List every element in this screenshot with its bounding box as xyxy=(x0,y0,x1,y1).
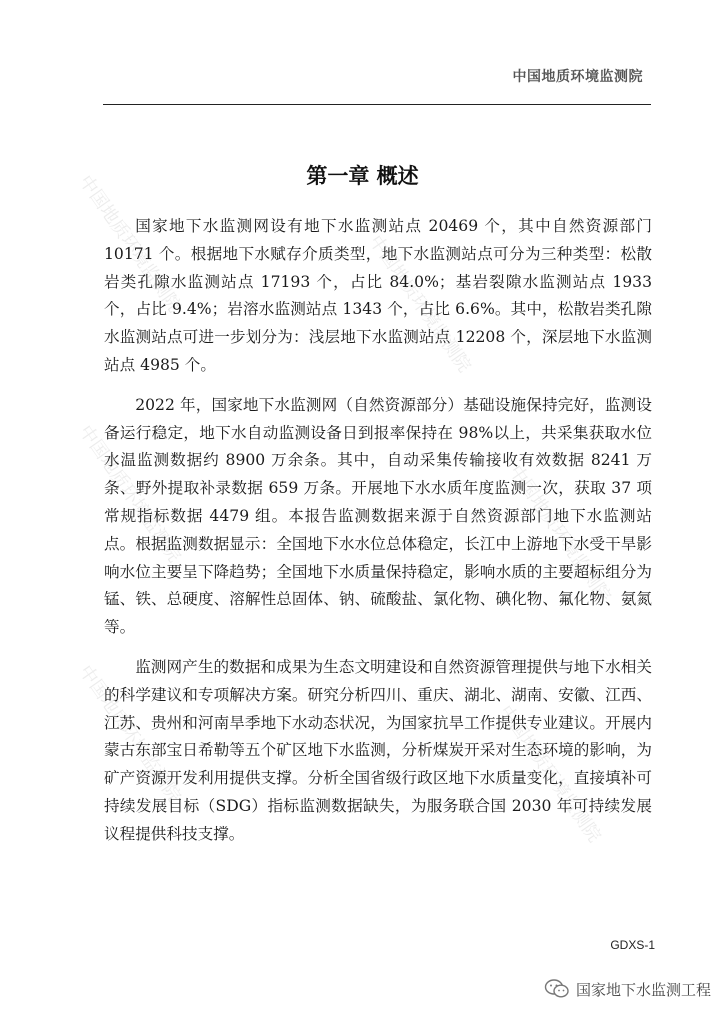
page-code: GDXS-1 xyxy=(610,938,655,952)
paragraph-3: 监测网产生的数据和成果为生态文明建设和自然资源管理提供与地下水相关的科学建议和专项解决方案。研究分析四川、重庆、湖北、湖南、安徽、江西、江苏、贵州和河南旱季地下水动态状况，为国家抗旱工作提供专业建议。开展内蒙古东部宝日希勒等五个矿区地下水监测，分析煤炭开采对生态环境的影响，为矿产资源开发利用提供支撑。分析全国省级行政区地下水质量变化，直接填补可持续发展目标（SDG）指标监测数据缺失，为服务联合国 2030 年可持续发展议程提供科技支撑。 xyxy=(104,657,652,843)
watermark-6: 中国地质环境监测院 xyxy=(494,701,605,847)
wechat-icon xyxy=(544,978,570,1000)
header-divider xyxy=(103,104,651,105)
paragraph-1: 国家地下水监测网设有地下水监测站点 20469 个，其中自然资源部门 10171 个。根据地下水赋存介质类型，地下水监测站点可分为三种类型：松散岩类孔隙水监测站点 17193 个，占比 84.0%；基岩裂隙水监测站点 1933 个，占比 9.4%；岩溶水监测站点 1343 个，占比 6.6%。其中，松散岩类孔隙水监测站点可进一步划分为：浅层地下水监测站点 12208 个，深层地下水监测站点 4985 个。 xyxy=(104,217,652,374)
watermark-2: 中国地质环境监测院 xyxy=(364,231,475,377)
paragraph-2: 2022 年，国家地下水监测网（自然资源部分）基础设施保持完好，监测设备运行稳定，地下水自动监测设备日到报率保持在 98%以上，共采集获取水位水温监测数据约 8900 万余条。其中，自动采集传输接收有效数据 8241 万条、野外提取补录数据 659 万条。开展地下水水质年度监测一次，获取 37 项常规指标数据 4479 组。本报告监测数据来源于自然资源部门地下水监测站点。根据监测数据显示：全国地下水水位总体稳定，长江中上游地下水受干旱影响水位主要呈下降趋势；全国地下水质量保持稳定，影响水质的主要超标组分为锰、铁、总硬度、溶解性总固体、钠、硫酸盐、氯化物、碘化物、氟化物、氨氮等。 xyxy=(104,395,652,637)
body-text xyxy=(104,213,652,861)
chapter-title: 第一章 概述 xyxy=(306,164,419,188)
watermark-3: 中国地质环境监测院 xyxy=(74,421,185,567)
watermark-1: 中国地质环境监测院 xyxy=(74,171,185,317)
watermark-4: 中国地质环境监测院 xyxy=(504,461,615,607)
header-organization: 中国地质环境监测院 xyxy=(512,69,643,85)
wechat-account-name: 国家地下水监测工程 xyxy=(575,980,711,999)
wechat-account-badge[interactable] xyxy=(544,978,711,1000)
watermark-5: 中国地质环境监测院 xyxy=(74,661,185,807)
